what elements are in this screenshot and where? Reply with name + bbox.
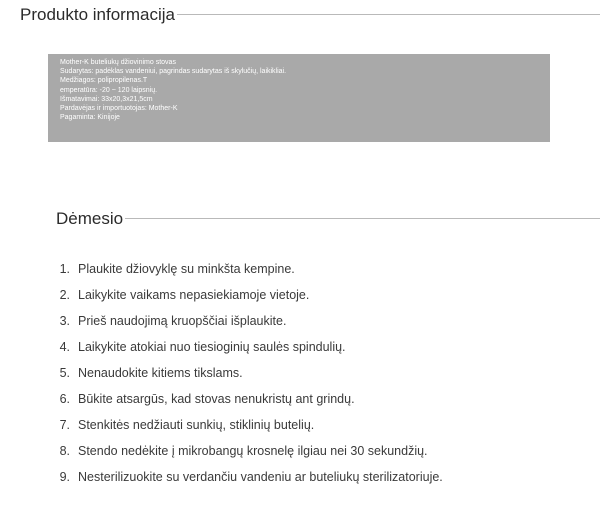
list-item-number: 1. <box>59 262 70 276</box>
warning-title: Dėmesio <box>56 209 124 228</box>
header-divider <box>125 218 600 219</box>
list-item-text: Nenaudokite kitiems tikslams. <box>78 366 243 380</box>
list-item <box>48 366 443 392</box>
list-item-number: 9. <box>59 470 70 484</box>
list-item-text: Stenkitės nedžiauti sunkių, stiklinių butelių. <box>78 418 315 432</box>
info-line: Pardavėjas ir importuotojas: Mother-K <box>60 105 178 113</box>
list-item-text: Būkite atsargūs, kad stovas nenukristų ant grindų. <box>78 392 355 406</box>
list-item <box>48 340 443 366</box>
list-item-number: 4. <box>59 340 70 354</box>
info-line: Sudarytas: padėklas vandeniui, pagrindas sudarytas iš skylučių, laikikliai. <box>60 68 287 76</box>
warning-header <box>56 210 600 227</box>
list-item-text: Plaukite džiovyklę su minkšta kempine. <box>78 262 295 276</box>
product-info-title: Produkto informacija <box>20 5 175 24</box>
list-item-number: 2. <box>59 288 70 302</box>
info-line: Mother-K buteliukų džiovinimo stovas <box>60 59 176 66</box>
list-item-number: 6. <box>59 392 70 406</box>
list-item <box>48 470 443 496</box>
list-item-text: Stendo nedėkite į mikrobangų krosnelę ilgiau nei 30 sekundžių. <box>78 444 428 458</box>
info-line: Medžiagos: polipropilenas.T <box>60 77 148 85</box>
header-divider <box>177 14 600 15</box>
list-item-number: 8. <box>59 444 70 458</box>
warning-list <box>48 262 443 496</box>
info-line: Pagaminta: Kinijoje <box>60 114 120 122</box>
list-item <box>48 418 443 444</box>
list-item <box>48 288 443 314</box>
list-item-text: Nesterilizuokite su verdančiu vandeniu ar buteliukų sterilizatoriuje. <box>78 470 443 484</box>
list-item-number: 3. <box>59 314 70 328</box>
list-item-text: Laikykite atokiai nuo tiesioginių saulės spindulių. <box>78 340 346 354</box>
list-item <box>48 262 443 288</box>
list-item-number: 7. <box>59 418 70 432</box>
list-item <box>48 444 443 470</box>
list-item-text: Laikykite vaikams nepasiekiamoje vietoje. <box>78 288 310 302</box>
list-item-text: Prieš naudojimą kruopščiai išplaukite. <box>78 314 287 328</box>
list-item <box>48 314 443 340</box>
info-line: Išmatavimai: 33x20,3x21,5cm <box>60 95 153 103</box>
product-info-box <box>48 54 550 142</box>
product-info-header <box>20 6 600 23</box>
info-line: emperatūra: -20 ~ 120 laipsnių. <box>60 86 158 94</box>
list-item-number: 5. <box>59 366 70 380</box>
list-item <box>48 392 443 418</box>
